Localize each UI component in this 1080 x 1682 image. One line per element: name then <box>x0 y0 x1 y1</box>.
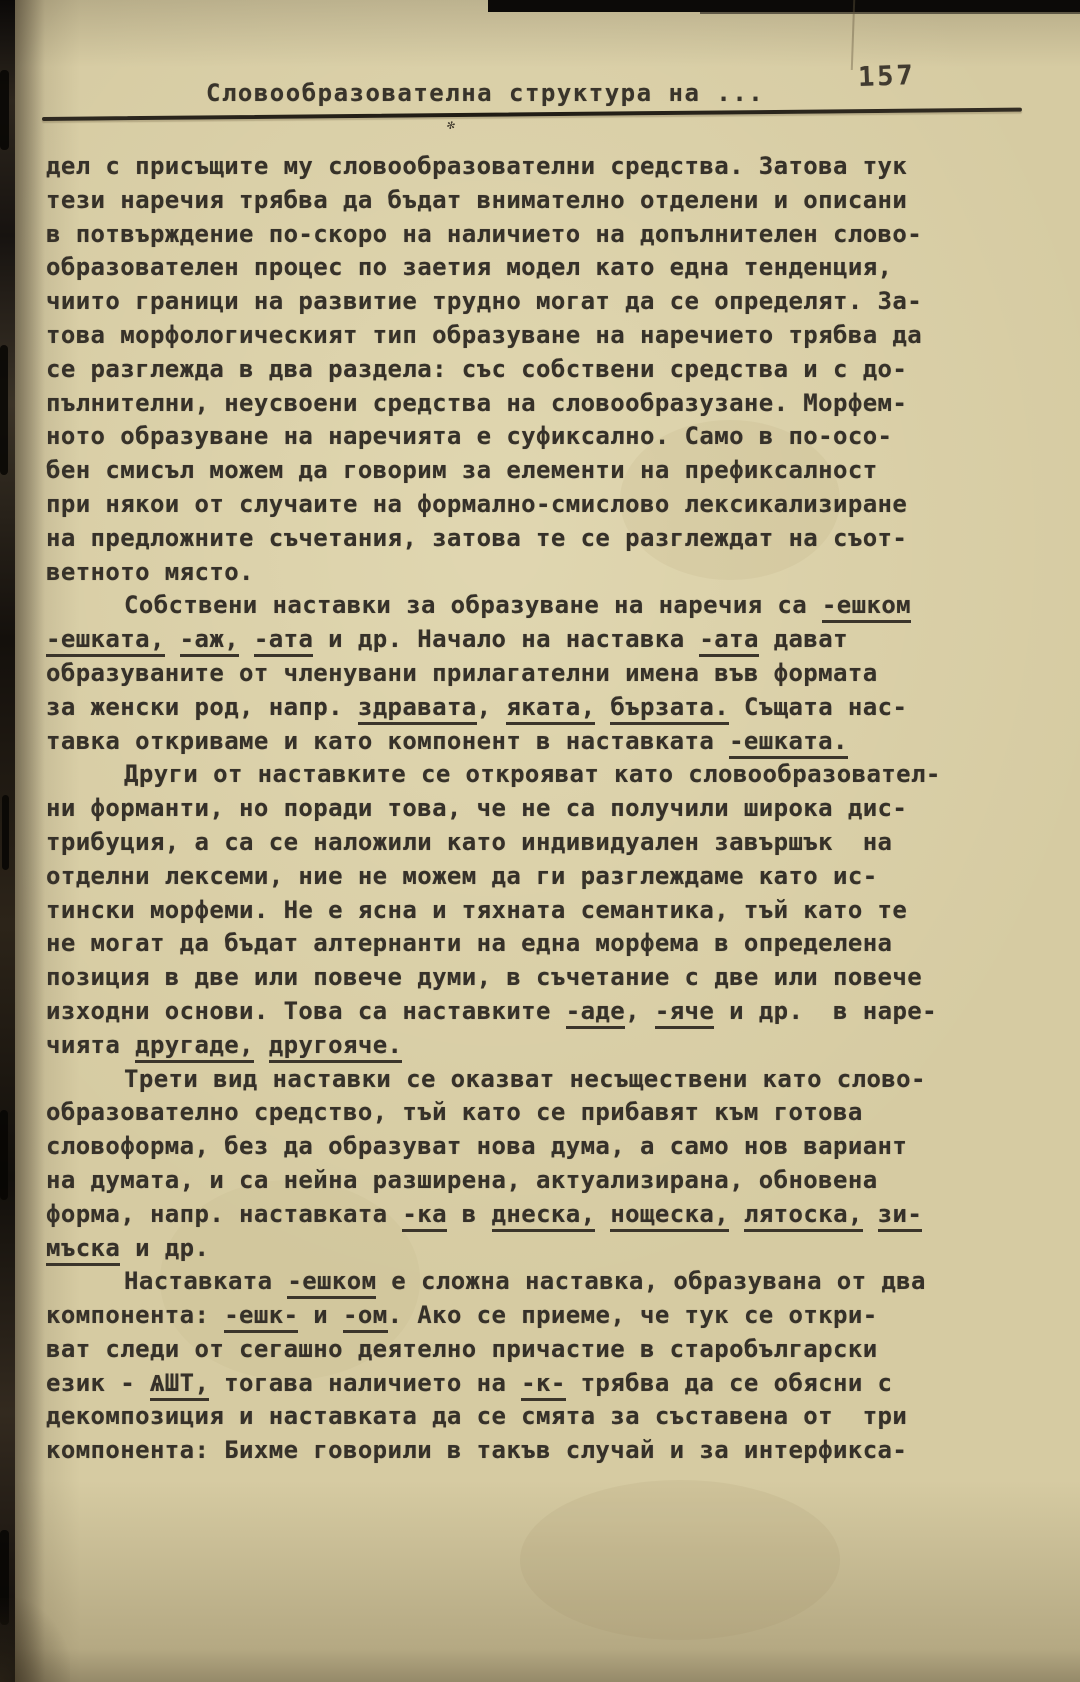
text-line <box>46 1367 1026 1401</box>
text-segment: ват следи от сегашно деятелно причастие в старобългарски <box>46 1334 878 1363</box>
text-segment: компонента: <box>46 1301 225 1330</box>
text-segment: на предложните съчетания, затова те се разглеждат на съот- <box>46 523 908 552</box>
text-segment <box>239 625 254 653</box>
text-segment <box>254 1031 269 1059</box>
text-segment: позиция в две или повече думи, в съчетание с две или повече <box>46 963 923 992</box>
text-segment: не могат да бъдат алтернанти на една морфема в определена <box>46 929 893 958</box>
text-line <box>46 1063 1026 1097</box>
text-segment <box>165 625 180 653</box>
edge-mark <box>0 1110 8 1200</box>
text-segment: ното образуване на наречията е суфиксално. Само в по-осо- <box>46 422 893 451</box>
text-line <box>46 1232 1026 1266</box>
underlined-term: -ата <box>699 625 758 657</box>
page-number: 157 <box>857 60 917 93</box>
text-segment: бен смисъл можем да говорим за елементи на префиксалност <box>46 456 878 485</box>
text-line <box>46 826 1026 860</box>
text-line <box>46 927 1026 961</box>
scan-top-black-bar-thin <box>700 10 1080 14</box>
text-segment: изходни основи. Това са наставките <box>46 996 566 1025</box>
text-segment: форма, напр. наставката <box>46 1199 403 1228</box>
text-segment: тогава наличието на <box>209 1368 522 1397</box>
text-line <box>46 1130 1026 1164</box>
text-line <box>46 657 1026 691</box>
text-lines <box>46 150 1026 1468</box>
text-segment: отделни лексеми, ние не можем да ги разглеждаме като ис- <box>46 861 878 890</box>
text-segment: образователно средство, тъй като се прибавят към готова <box>46 1098 863 1127</box>
underlined-term: бързата. <box>610 693 729 725</box>
text-line <box>46 1164 1026 1198</box>
text-line <box>46 522 1026 556</box>
underlined-term: другояче. <box>269 1031 403 1063</box>
underlined-term: лятоска, <box>744 1200 863 1232</box>
text-line <box>46 623 1026 657</box>
text-segment: се разглежда в два раздела: със собствени средства и с до- <box>46 354 908 383</box>
text-segment <box>863 1200 878 1228</box>
text-line <box>46 894 1026 928</box>
text-line <box>46 319 1026 353</box>
text-segment: , <box>476 692 507 721</box>
text-line <box>46 150 1026 184</box>
text-segment: словоформа, без да образуват нова дума, а само нов вариант <box>46 1132 908 1161</box>
underlined-term: -яче <box>655 997 714 1029</box>
text-segment: в <box>446 1199 492 1228</box>
text-segment: Същата нас- <box>729 692 908 721</box>
text-line <box>46 758 1026 792</box>
text-segment: и др. в наре- <box>714 996 937 1025</box>
underlined-term: -аж, <box>180 625 239 657</box>
text-segment: ни форманти, но поради това, че не са получили широка дис- <box>46 794 908 823</box>
text-segment: пълнителни, неусвоени средства на словообразузане. Морфем- <box>46 388 908 417</box>
text-segment: език - <box>46 1368 150 1397</box>
text-segment: тези наречия трябва да бъдат внимателно отделени и описани <box>46 185 908 214</box>
underlined-term: ѦШТ, <box>150 1369 209 1401</box>
text-line <box>46 1400 1026 1434</box>
text-segment: тински морфеми. Не е ясна и тяхната семантика, тъй като те <box>46 895 908 924</box>
underlined-term: -ка <box>402 1200 447 1232</box>
underlined-term: -ешком <box>822 591 911 623</box>
underlined-term: -ешката. <box>729 727 848 759</box>
underlined-term: другаде, <box>135 1031 254 1063</box>
edge-mark <box>2 795 9 870</box>
text-segment: на думата, и са нейна разширена, актуализирана, обновена <box>46 1165 878 1194</box>
text-line <box>46 387 1026 421</box>
underlined-term: мъска <box>46 1234 120 1266</box>
text-segment: , <box>625 996 655 1025</box>
text-segment <box>595 1200 610 1228</box>
underlined-term: -ата <box>254 625 313 657</box>
text-line <box>46 218 1026 252</box>
text-segment: образователен процес по заетия модел като една тенденция, <box>46 253 893 282</box>
text-segment: тавка откриваме и като компонент в наставката <box>46 726 730 755</box>
text-segment: и <box>298 1301 344 1330</box>
text-segment: образуваните от членувани прилагателни имена във формата <box>46 658 878 687</box>
text-segment: . Ако се приеме, че тук се откри- <box>387 1301 878 1330</box>
underlined-term: -ешката, <box>46 625 165 657</box>
asterisk-mark: ✻ <box>445 117 457 134</box>
text-line <box>46 995 1026 1029</box>
text-segment: трибуция, а са се наложили като индивидуален завършък на <box>46 827 893 856</box>
text-segment: това морфологическият тип образуване на наречието трябва да <box>46 320 923 349</box>
text-line <box>46 353 1026 387</box>
text-segment: ветното място. <box>46 557 254 586</box>
underlined-term: нощеска, <box>610 1200 729 1232</box>
text-line <box>46 285 1026 319</box>
text-segment: чиито граници на развитие трудно могат да се определят. За- <box>46 287 923 316</box>
header-rule <box>42 108 1022 121</box>
text-segment: Наставката <box>124 1267 288 1296</box>
text-line <box>46 488 1026 522</box>
text-line <box>46 1096 1026 1130</box>
paper-stain <box>520 1480 840 1640</box>
text-line <box>46 961 1026 995</box>
text-segment: Собствени наставки за образуване на наречия са <box>124 591 822 620</box>
underlined-term: -к- <box>521 1369 566 1401</box>
text-segment: дел с присъщите му словообразователни средства. Затова тук <box>46 152 908 180</box>
underlined-term: зи- <box>878 1200 923 1232</box>
running-header-title: Словообразователна структура на ... <box>206 79 765 107</box>
text-line <box>46 1333 1026 1367</box>
underlined-term: -ешк- <box>224 1301 298 1333</box>
text-line <box>46 1198 1026 1232</box>
underlined-term: -ешком <box>287 1267 376 1299</box>
text-segment: дават <box>758 625 848 654</box>
underlined-term: -аде <box>566 997 625 1029</box>
text-line <box>46 691 1026 725</box>
text-line <box>46 1299 1026 1333</box>
text-segment <box>729 1200 744 1228</box>
text-line <box>46 792 1026 826</box>
text-segment: и др. <box>120 1233 210 1262</box>
text-line <box>46 725 1026 759</box>
text-segment: Трети вид наставки се оказват несъществени като слово- <box>124 1064 926 1093</box>
text-line <box>46 860 1026 894</box>
text-line <box>46 454 1026 488</box>
underlined-term: -ом <box>343 1301 388 1333</box>
text-line <box>46 420 1026 454</box>
text-line <box>46 589 1026 623</box>
text-segment: в потвърждение по-скоро на наличието на допълнителен слово- <box>46 219 923 248</box>
text-line <box>46 251 1026 285</box>
text-segment: при някои от случаите на формално-смислово лексикализиране <box>46 489 908 518</box>
text-line <box>46 1265 1026 1299</box>
text-segment <box>595 693 610 721</box>
text-line <box>46 1029 1026 1063</box>
text-segment: трябва да се обясни с <box>565 1368 893 1397</box>
underlined-term: днеска, <box>492 1200 596 1232</box>
text-segment: чията <box>46 1030 136 1059</box>
text-segment: е сложна наставка, образувана от два <box>376 1267 926 1296</box>
text-line <box>46 1434 1026 1468</box>
edge-mark <box>0 345 8 475</box>
bottom-left-smudge <box>0 1598 70 1682</box>
edge-mark <box>0 70 9 150</box>
text-segment: за женски род, напр. <box>46 692 358 721</box>
text-segment: декомпозиция и наставката да се смята за съставена от три <box>46 1402 908 1431</box>
underlined-term: яката, <box>506 693 595 725</box>
text-segment: компонента: Бихме говорили в такъв случай и за интерфикса- <box>46 1436 908 1465</box>
text-line <box>46 556 1026 590</box>
text-segment: Други от наставките се открояват като словообразовател- <box>124 760 941 789</box>
binding-shadow <box>15 0 45 1682</box>
text-line <box>46 184 1026 218</box>
underlined-term: здравата <box>358 693 477 725</box>
text-segment: и др. Начало на наставка <box>313 625 700 654</box>
